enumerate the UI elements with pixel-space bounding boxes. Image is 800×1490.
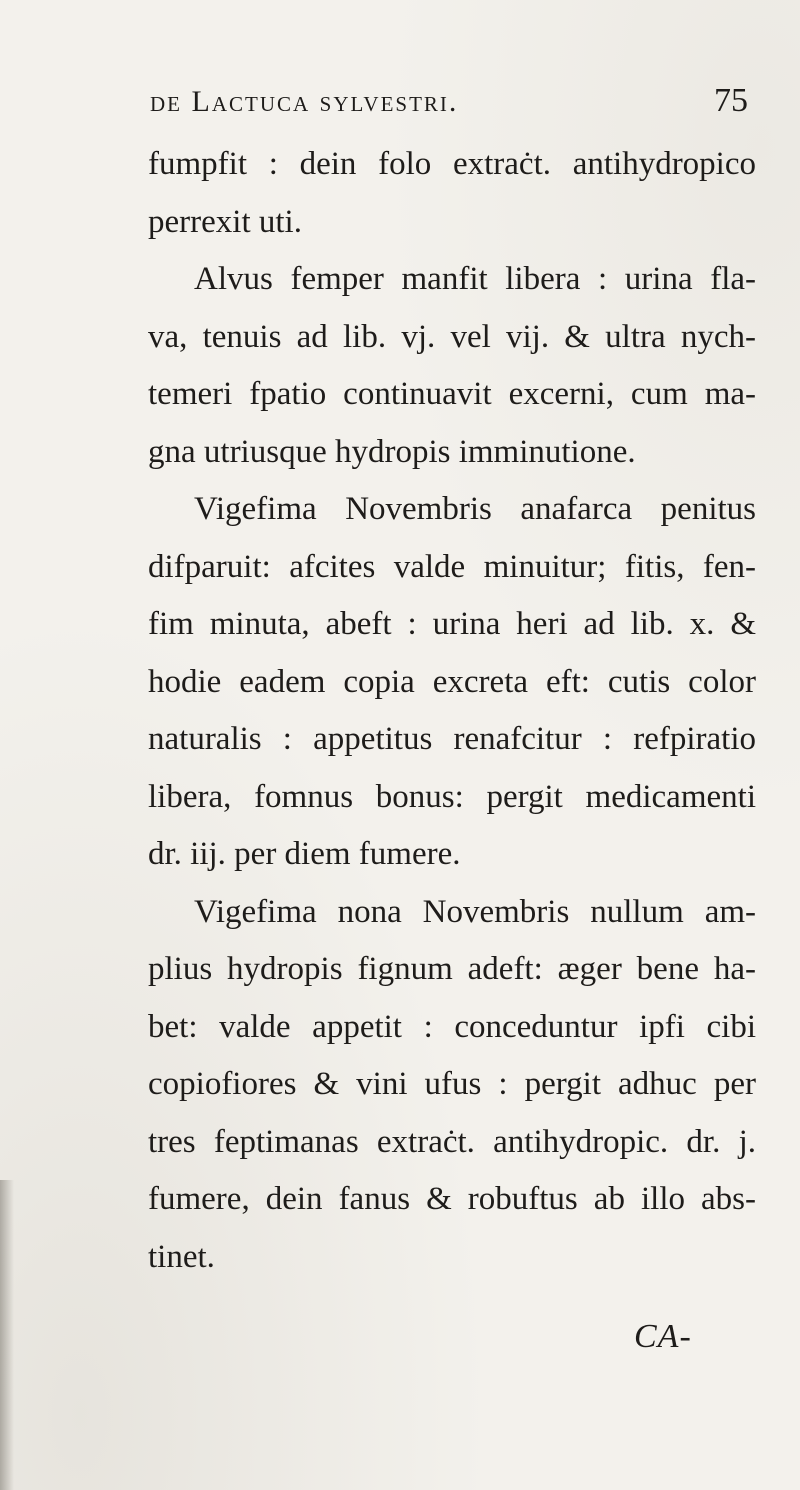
text-line: gna utriusque hydropis imminutione. (148, 433, 636, 470)
text-line: difparuit: afcites valde minuitur; fitis, fen- (148, 548, 756, 585)
text-line: hodie eadem copia excreta eft: cutis color (148, 663, 756, 700)
text-line: copiofiores & vini ufus : pergit adhuc per (148, 1066, 756, 1102)
text-line: libera, fomnus bonus: pergit medicamenti (148, 778, 756, 815)
text-line: tinet. (148, 1238, 215, 1275)
binding-shadow (0, 1180, 14, 1490)
text-line: Alvus femper manfit libera : urina fla- (194, 261, 756, 297)
text-line: perrexit uti. (148, 203, 302, 240)
text-line: bet: valde appetit : conceduntur ipfi cibi (148, 1008, 756, 1045)
text-line: fumpfit : dein folo extraċt. antihydropico (148, 146, 756, 182)
text-line: plius hydropis fignum adeft: æger bene ha- (148, 951, 756, 987)
running-title: de Lactuca sylvestri. (150, 85, 459, 118)
text-line: dr. iij. per diem fumere. (148, 836, 461, 872)
text-line: fim minuta, abeft : urina heri ad lib. x. & (148, 606, 756, 642)
text-line: Vigefima Novembris anafarca penitus (194, 491, 756, 527)
text-line: fumere, dein fanus & robuftus ab illo abs- (148, 1181, 756, 1217)
text-line: temeri fpatio continuavit excerni, cum ma- (148, 376, 756, 412)
running-head (150, 82, 750, 132)
body-text (148, 136, 756, 1286)
page-number: 75 (714, 82, 748, 119)
catchword: CA- (634, 1318, 692, 1355)
text-line: tres feptimanas extraċt. antihydropic. dr. j. (148, 1123, 756, 1160)
text-line: Vigefima nona Novembris nullum am- (194, 893, 756, 930)
text-line: va, tenuis ad lib. vj. vel vij. & ultra nych- (148, 318, 756, 355)
text-line: naturalis : appetitus renafcitur : refpiratio (148, 721, 756, 757)
